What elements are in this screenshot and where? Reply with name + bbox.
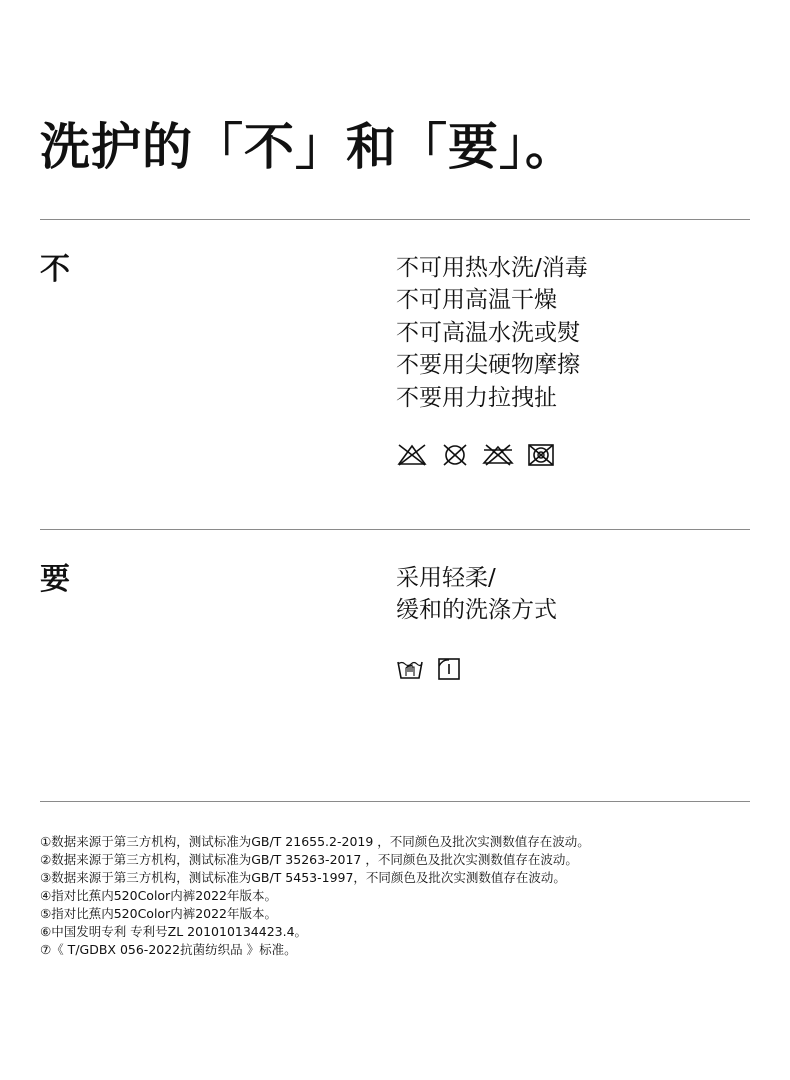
footnote: ①数据来源于第三方机构，测试标准为GB/T 21655.2-2019 ，不同颜色及批次实测数值存在波动。 <box>40 834 590 849</box>
divider-top <box>40 219 750 220</box>
footnote: ③数据来源于第三方机构，测试标准为GB/T 5453-1997，不同颜色及批次实测数值存在波动。 <box>40 870 566 885</box>
hand-wash-icon <box>396 657 424 681</box>
divider-middle <box>40 529 750 530</box>
footnote: ④指对比蕉内520Color内裤2022年版本。 <box>40 888 278 903</box>
footnotes <box>40 833 590 959</box>
dont-item: 不要用力拉拽扯 <box>396 384 557 411</box>
do-care-icons <box>396 657 462 681</box>
page-title: 洗护的「不」和「要」。 <box>40 118 576 176</box>
footnote: ⑦《 T/GDBX 056-2022抗菌纺织品 》标准。 <box>40 942 297 957</box>
dont-item: 不可用高温干燥 <box>396 287 557 314</box>
dont-item: 不要用尖硬物摩擦 <box>396 352 580 379</box>
dont-item: 不可用热水洗/消毒 <box>396 255 588 281</box>
do-item: 采用轻柔/ <box>396 565 496 591</box>
no-tumble-dry-icon <box>440 443 470 467</box>
dont-item: 不可高温水洗或熨 <box>396 319 580 346</box>
do-heading: 要 <box>40 562 70 597</box>
footnote: ⑥中国发明专利 专利号ZL 201010134423.4。 <box>40 924 308 939</box>
do-list <box>396 562 557 627</box>
footnote: ⑤指对比蕉内520Color内裤2022年版本。 <box>40 906 278 921</box>
do-item: 缓和的洗涤方式 <box>396 597 557 624</box>
no-bleach-icon <box>396 443 428 467</box>
dont-care-icons <box>396 443 556 467</box>
no-bleach-cl-icon <box>482 443 514 467</box>
no-dry-clean-box-icon <box>526 443 556 467</box>
dont-list <box>396 252 588 414</box>
divider-bottom <box>40 801 750 802</box>
dont-heading: 不 <box>40 252 70 287</box>
footnote: ②数据来源于第三方机构，测试标准为GB/T 35263-2017 ，不同颜色及批次实测数值存在波动。 <box>40 852 578 867</box>
line-dry-icon <box>436 657 462 681</box>
